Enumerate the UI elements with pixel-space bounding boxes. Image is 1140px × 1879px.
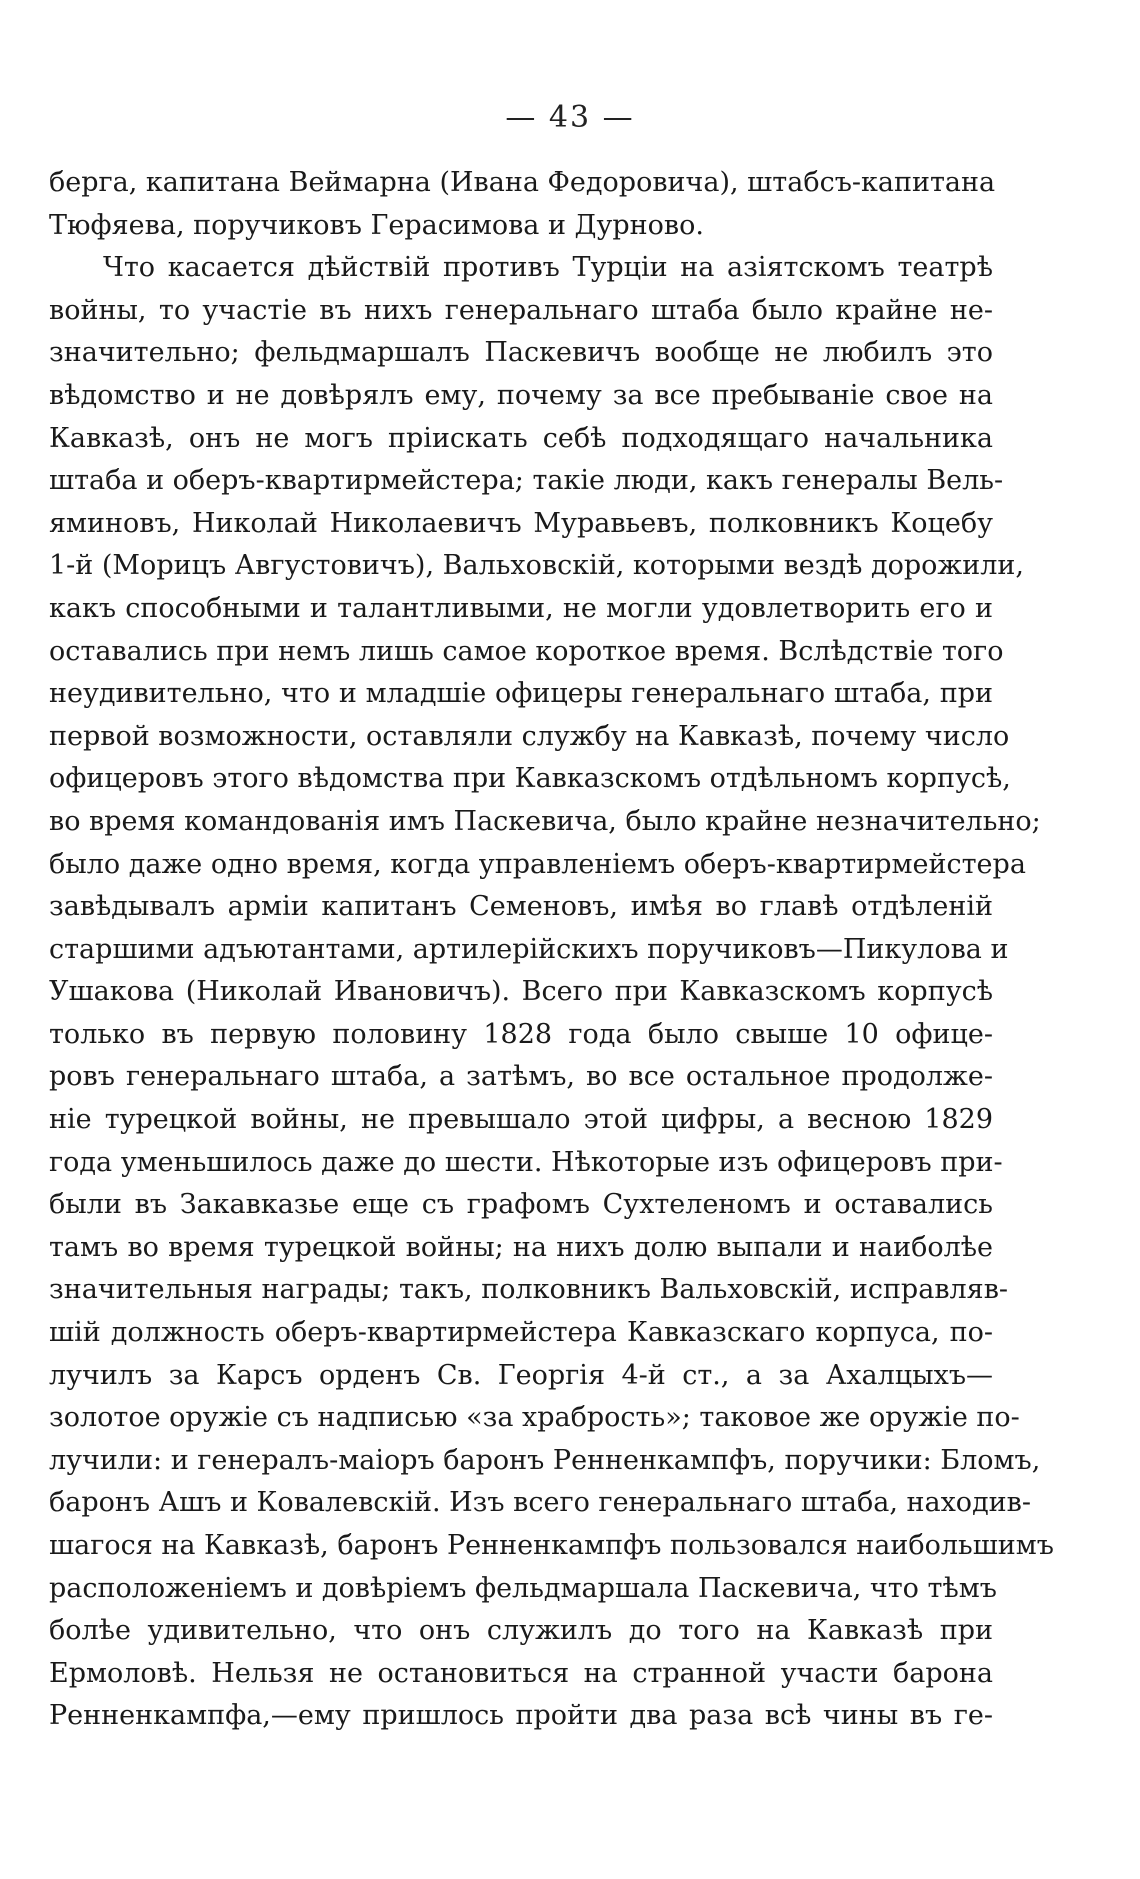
text-line: ніе турецкой войны, не превышало этой цифры, а весною 1829 <box>49 1104 993 1136</box>
text-line: яминовъ, Николай Николаевичъ Муравьевъ, полковникъ Коцебу <box>49 507 993 539</box>
body-text <box>49 162 1054 1738</box>
text-line: расположеніемъ и довѣріемъ фельдмаршала Паскевича, что тѣмъ <box>49 1572 997 1604</box>
text-line: какъ способными и талантливыми, не могли удовлетворить его и <box>49 592 993 624</box>
text-line: лучилъ за Карсъ орденъ Св. Георгія 4-й ст., а за Ахалцыхъ— <box>49 1359 993 1391</box>
text-line: оставались при немъ лишь самое короткое время. Вслѣдствіе того <box>49 635 1004 667</box>
text-line: вѣдомство и не довѣрялъ ему, почему за все пребываніе свое на <box>49 379 993 411</box>
text-line: ровъ генеральнаго штаба, а затѣмъ, во все остальное продолже- <box>49 1061 993 1093</box>
text-line: Ренненкампфа,—ему пришлось пройти два раза всѣ чины въ ге- <box>49 1700 993 1732</box>
text-line: старшими адъютантами, артилерійскихъ поручиковъ—Пикулова и <box>49 933 1009 965</box>
text-line: неудивительно, что и младшіе офицеры генеральнаго штаба, при <box>49 678 993 710</box>
text-line: золотое оружіе съ надписью «за храбрость»; таковое же оружіе по- <box>49 1402 1020 1434</box>
text-line: значительныя награды; такъ, полковникъ Вальховскій, исправляв- <box>49 1274 1009 1306</box>
text-line: баронъ Ашъ и Ковалевскій. Изъ всего генеральнаго штаба, находив- <box>49 1487 1032 1519</box>
text-line: во время командованія имъ Паскевича, было крайне незначительно; <box>49 805 1041 837</box>
text-line: только въ первую половину 1828 года было свыше 10 офице- <box>49 1018 993 1050</box>
text-line: Ушакова (Николай Ивановичъ). Всего при Кавказскомъ корпусѣ <box>49 976 993 1008</box>
text-line: шагося на Кавказѣ, баронъ Ренненкампфъ пользовался наибольшимъ <box>49 1530 1054 1561</box>
text-line: войны, то участіе въ нихъ генеральнаго штаба было крайне не- <box>49 294 993 326</box>
text-line: берга, капитана Веймарна (Ивана Федоровича), штабсъ-капитана <box>49 167 996 198</box>
text-line: были въ Закавказье еще съ графомъ Сухтеленомъ и оставались <box>49 1189 993 1221</box>
text-line: Кавказѣ, онъ не могъ пріискать себѣ подходящаго начальника <box>49 422 993 454</box>
text-line: штаба и оберъ-квартирмейстера; такіе люди, какъ генералы Вель- <box>49 465 1004 497</box>
text-line: шій должность оберъ-квартирмейстера Кавказскаго корпуса, по- <box>49 1317 993 1349</box>
text-line: первой возможности, оставляли службу на Кавказѣ, почему число <box>49 720 1010 752</box>
text-line: болѣе удивительно, что онъ служилъ до того на Кавказѣ при <box>49 1615 993 1647</box>
text-line: года уменьшилось даже до шести. Нѣкоторые изъ офицеровъ при- <box>49 1146 1003 1178</box>
text-line: значительно; фельдмаршалъ Паскевичъ вообще не любилъ это <box>49 337 993 369</box>
text-line: было даже одно время, когда управленіемъ оберъ-квартирмейстера <box>49 848 1026 880</box>
text-line: завѣдывалъ арміи капитанъ Семеновъ, имѣя во главѣ отдѣленій <box>49 891 993 923</box>
text-line: Тюфяева, поручиковъ Герасимова и Дурново. <box>49 209 704 241</box>
page-number: — 43 — <box>505 100 635 135</box>
text-line: лучили: и генералъ-маіоръ баронъ Ренненкампфъ, поручики: Бломъ, <box>49 1444 1041 1476</box>
text-line: офицеровъ этого вѣдомства при Кавказскомъ отдѣльномъ корпусѣ, <box>49 763 1011 795</box>
text-line: тамъ во время турецкой войны; на нихъ долю выпали и наиболѣе <box>49 1231 993 1263</box>
text-line: Ермоловѣ. Нельзя не остановиться на странной участи барона <box>49 1657 993 1689</box>
text-line: 1-й (Морицъ Августовичъ), Вальховскій, которыми вездѣ дорожили, <box>49 550 1024 582</box>
text-line: Что касается дѣйствій противъ Турціи на азіятскомъ театрѣ <box>103 252 993 284</box>
